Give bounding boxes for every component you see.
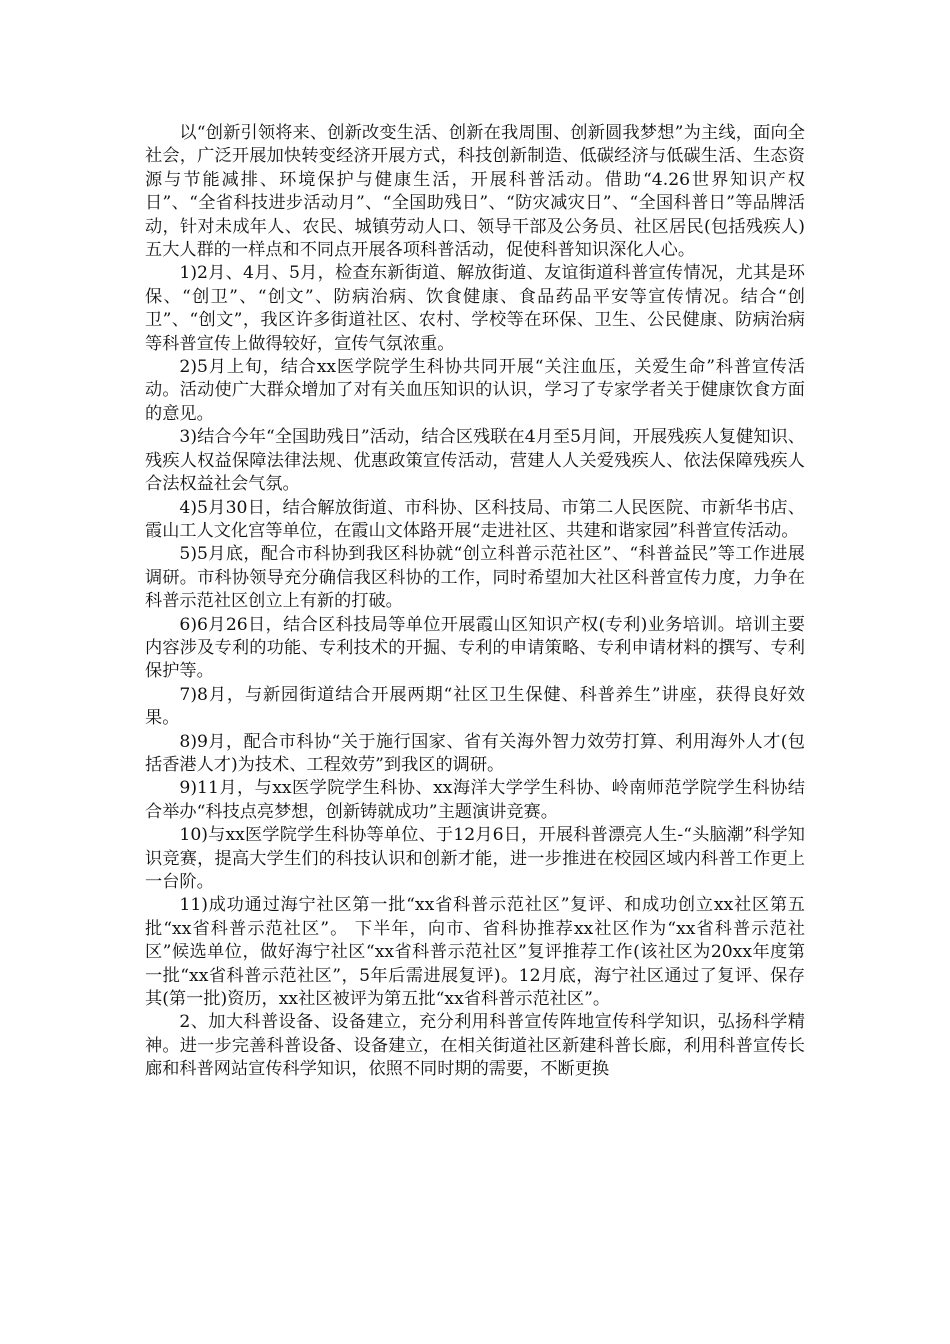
paragraph-item-11: 11)成功通过海宁社区第一批“xx省科普示范社区”复评、和成功创立xx社区第五批“xx省科普示范社区”。 下半年，向市、省科协推荐xx社区作为“xx省科普示范社区”候选单位，做好海宁社区“xx省科普示范社区”复评推荐工作(该社区为20xx年度第一批“xx省科普示范社区”，5年后需进展复评)。12月底，海宁社区通过了复评、保存其(第一批)资历，xx社区被评为第五批“xx省科普示范社区”。: [145, 895, 805, 1010]
paragraph-item-7: 7)8月，与新园街道结合开展两期“社区卫生保健、科普养生”讲座，获得良好效果。: [145, 684, 805, 729]
paragraph-item-3: 3)结合今年“全国助残日”活动，结合区残联在4月至5月间，开展残疾人复健知识、残疾人权益保障法律法规、优惠政策宣传活动，营建人人关爱残疾人、依法保障残疾人合法权益社会气氛。: [145, 427, 805, 495]
paragraph-intro: 以“创新引领将来、创新改变生活、创新在我周围、创新圆我梦想”为主线，面向全社会，广泛开展加快转变经济开展方式，科技创新制造、低碳经济与低碳生活、生态资源与节能减排、环境保护与健康生活，开展科普活动。借助“4.26世界知识产权日”、“全省科技进步活动月”、“全国助残日”、“防灾减灾日”、“全国科普日”等品牌活动，针对未成年人、农民、城镇劳动人口、领导干部及公务员、社区居民(包括残疾人)五大人群的一样点和不同点开展各项科普活动，促使科普知识深化人心。: [145, 123, 805, 261]
paragraph-item-4: 4)5月30日，结合解放街道、市科协、区科技局、市第二人民医院、市新华书店、霞山工人文化宫等单位，在霞山文体路开展“走进社区、共建和谐家园”科普宣传活动。: [145, 497, 805, 541]
paragraph-item-10: 10)与xx医学院学生科协等单位、于12月6日，开展科普漂亮人生-“头脑潮”科学知识竞赛，提高大学生们的科技认识和创新才能，进一步推进在校园区域内科普工作更上一台阶。: [145, 825, 805, 892]
paragraph-item-9: 9)11月，与xx医学院学生科协、xx海洋大学学生科协、岭南师范学院学生科协结合举办“科技点亮梦想，创新铸就成功”主题演讲竞赛。: [145, 778, 805, 822]
paragraph-section-2: 2、加大科普设备、设备建立，充分利用科普宣传阵地宣传科学知识，弘扬科学精神。进一步完善科普设备、设备建立，在相关街道社区新建科普长廊，利用科普宣传长廊和科普网站宣传科学知识，依照不同时期的需要，不断更换: [145, 1012, 805, 1080]
paragraph-item-8: 8)9月，配合市科协“关于施行国家、省有关海外智力效劳打算、利用海外人才(包括香港人才)为技术、工程效劳”到我区的调研。: [145, 731, 805, 775]
paragraph-item-6: 6)6月26日，结合区科技局等单位开展霞山区知识产权(专利)业务培训。培训主要内容涉及专利的功能、专利技术的开掘、专利的申请策略、专利申请材料的撰写、专利保护等。: [145, 614, 805, 682]
paragraph-item-1: 1)2月、4月、5月，检查东新街道、解放街道、友谊街道科普宣传情况，尤其是环保、“创卫”、“创文”、防病治病、饮食健康、食品药品平安等宣传情况。结合“创卫”、“创文”，我区许多街道社区、农村、学校等在环保、卫生、公民健康、防病治病等科普宣传上做得较好，宣传气氛浓重。: [145, 263, 805, 354]
paragraph-item-2: 2)5月上旬，结合xx医学院学生科协共同开展“关注血压，关爱生命”科普宣传活动。活动使广大群众增加了对有关血压知识的认识，学习了专家学者关于健康饮食方面的意见。: [145, 357, 805, 424]
document-body: [145, 122, 805, 1082]
paragraph-item-5: 5)5月底，配合市科协到我区科协就“创立科普示范社区”、“科普益民”等工作进展调研。市科协领导充分确信我区科协的工作，同时希望加大社区科普宣传力度，力争在科普示范社区创立上有新的打破。: [145, 544, 805, 612]
